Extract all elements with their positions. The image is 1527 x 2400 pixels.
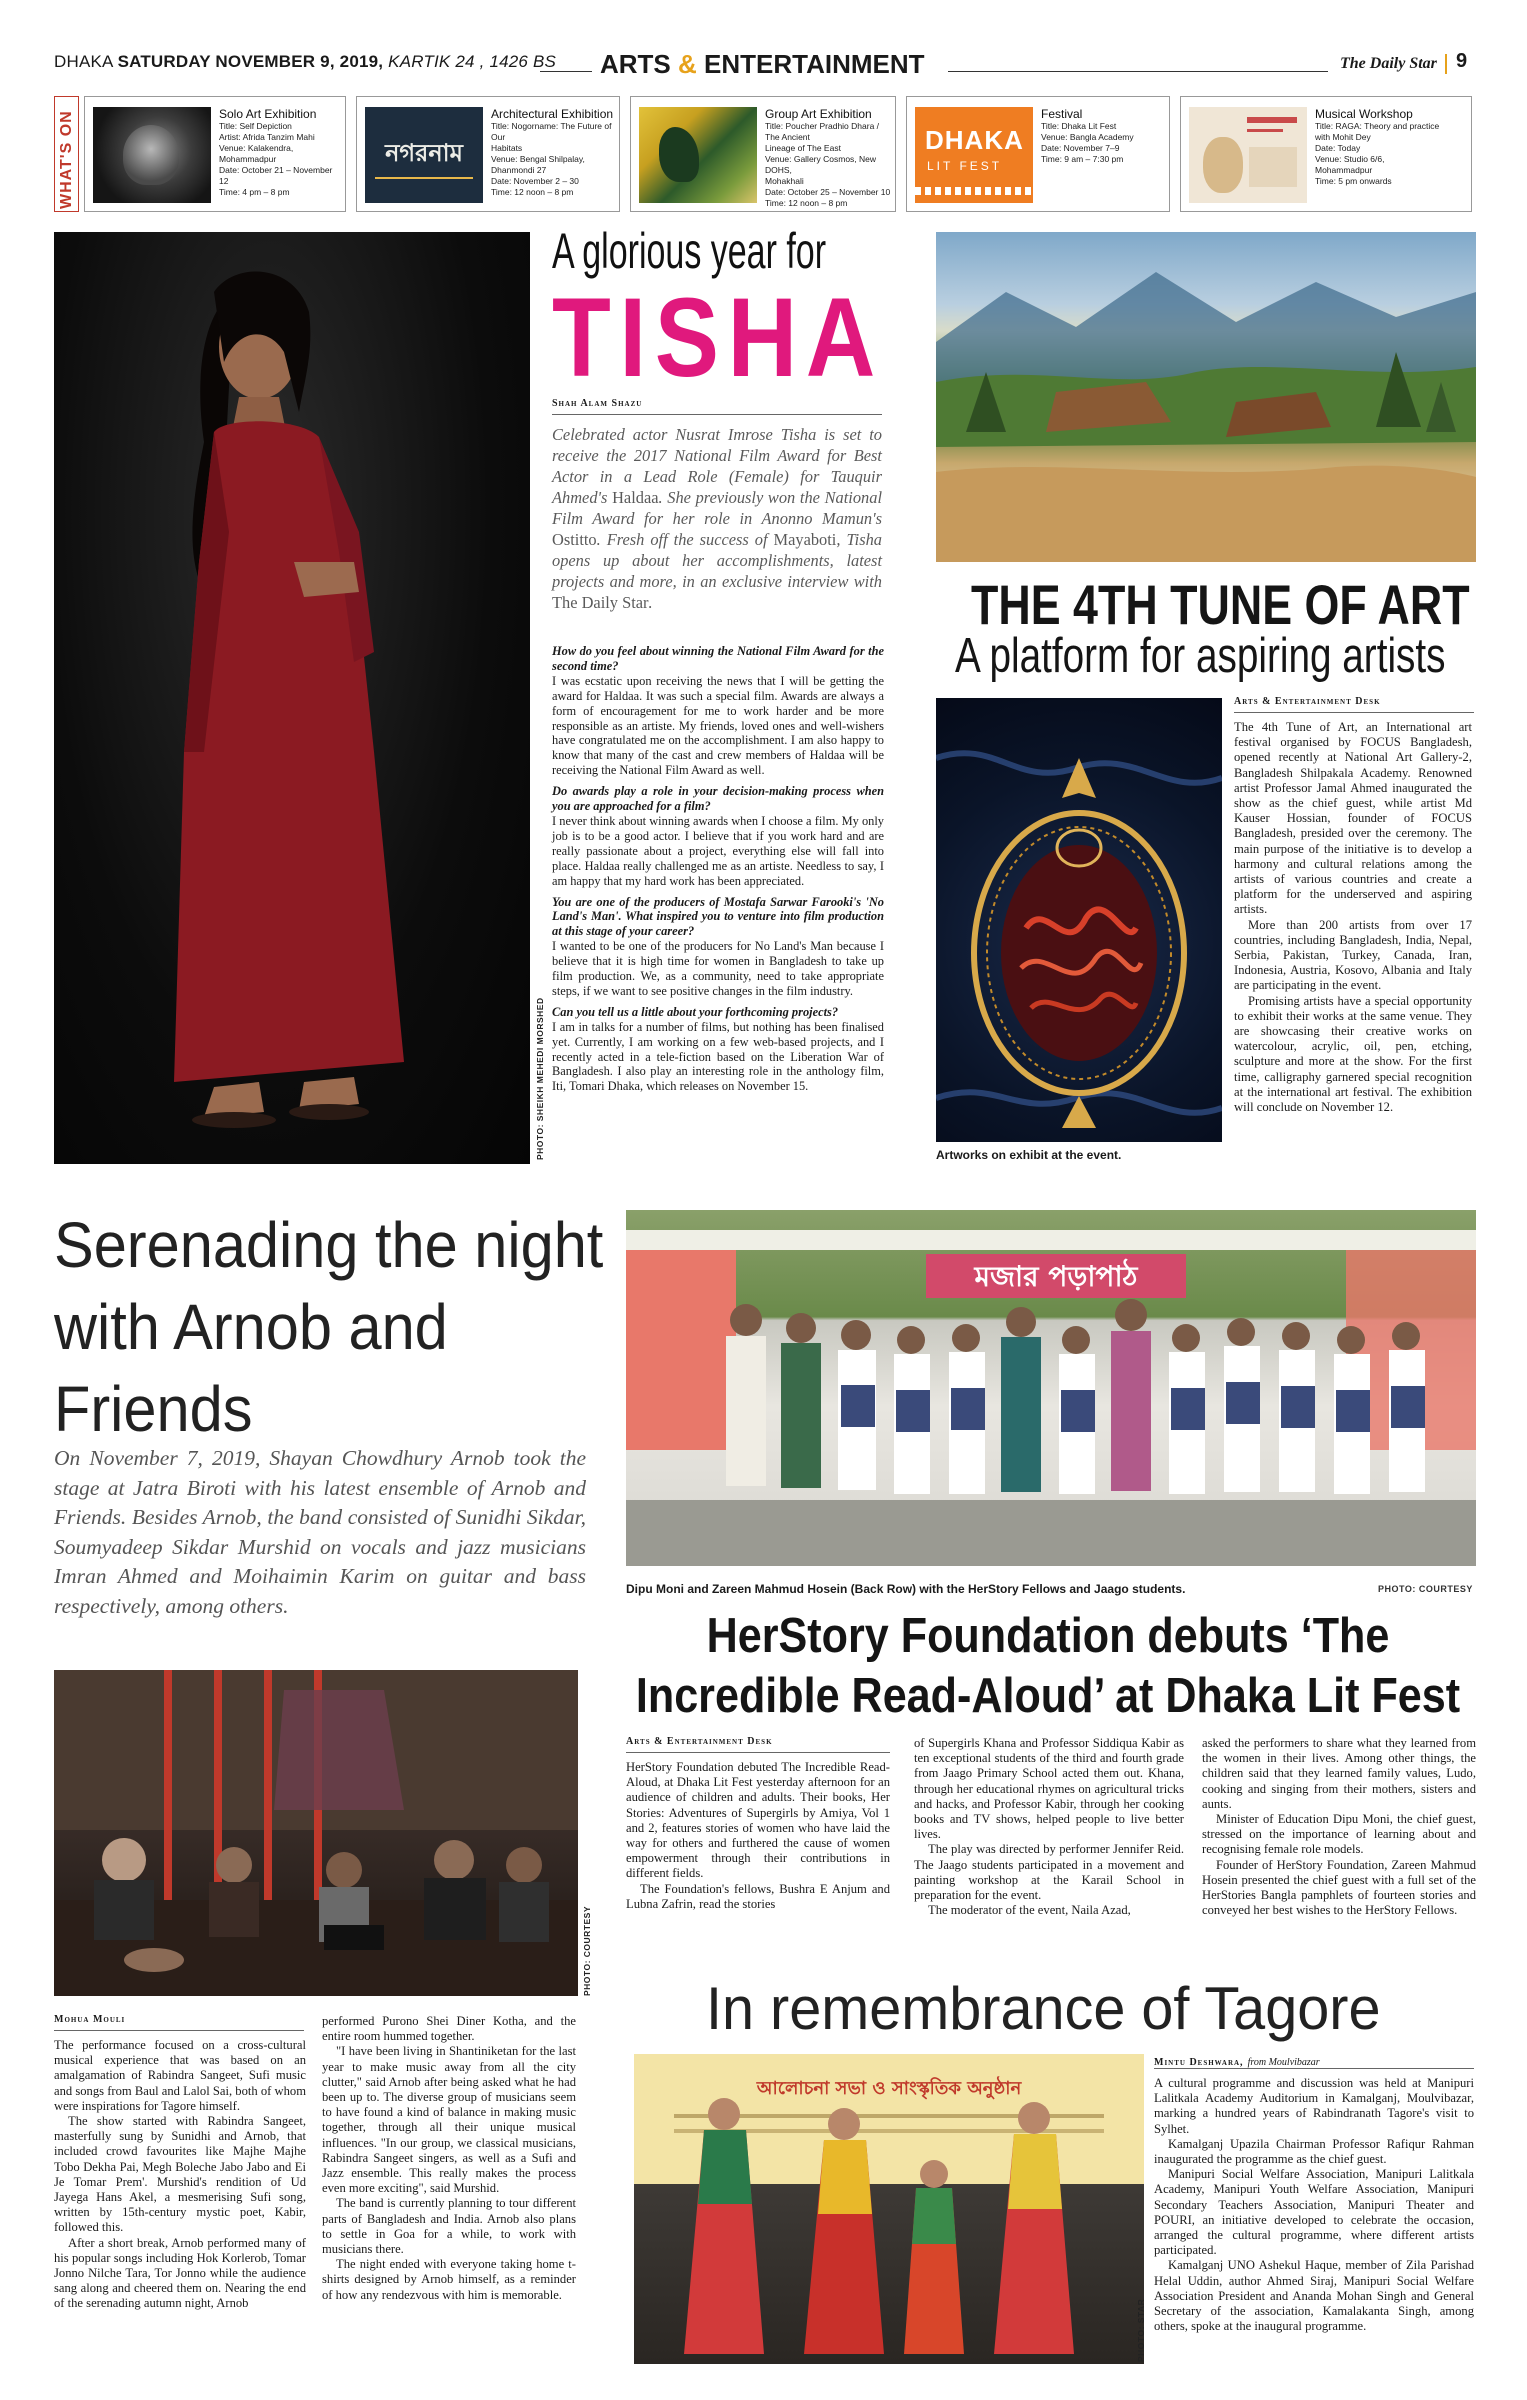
- herstory-photo: [626, 1210, 1476, 1566]
- whats-on-detail: Time: 12 noon – 8 pm: [765, 198, 848, 208]
- tune-byline: Arts & Entertainment Desk: [1234, 696, 1381, 707]
- tisha-kicker-text: A glorious year for: [552, 223, 827, 279]
- whats-on-detail: Artist: Afrida Tanzim Mahi: [219, 132, 315, 142]
- whats-on-title: Group Art Exhibition: [765, 107, 872, 121]
- section-title-amp: &: [678, 49, 697, 79]
- calligraphy-artwork-art: [936, 698, 1222, 1142]
- tune-paragraph: The 4th Tune of Art, an International art festival organised by FOCUS Bangladesh, opened recently at National Art Gallery-2, Bangladesh Shilpakala Academy. Renowned artist Professor Jamal Ahmed inaugurated the show as the chief guest, while artist Md Kauser Hossian, founder of FOCUS Bangladesh, presided over the ceremony. The main purpose of the initiative is to develop a harmony and cultural relations among the artists of various countries and create a platform for the underserved and aspiring artists.: [1234, 720, 1472, 917]
- herstory-paragraph: Minister of Education Dipu Moni, the chief guest, stressed on the importance of learning about and recognising female role models.: [1202, 1812, 1476, 1857]
- whats-on-thumb-lit-fest: [915, 107, 1033, 203]
- tagore-paragraph: Kamalganj UNO Ashekul Haque, member of Zila Parishad Helal Uddin, author Ahmed Siraj, Manipuri Social Welfare Association President and Ananda Mohan Singh and General Secretary of the association, Kamalakanta Singh, among others, spoke at the inaugural programme.: [1154, 2258, 1474, 2334]
- tisha-name: TISHA: [552, 275, 884, 400]
- herstory-col1: [626, 1760, 890, 1912]
- dateline-date: SATURDAY NOVEMBER 9, 2019,: [117, 52, 384, 71]
- masthead-logo: The Daily Star: [1340, 55, 1437, 72]
- herstory-banner-text: মজার পড়াপাঠ: [974, 1260, 1138, 1293]
- arnob-photo-credit-text: PHOTO: COURTESY: [582, 1906, 592, 1996]
- tagore-banner-text: আলোচনা সভা ও সাংস্কৃতিক অনুষ্ঠান: [756, 2078, 1022, 2099]
- tisha-intro-paper: The Daily Star: [552, 593, 649, 612]
- arnob-paragraph: The night ended with everyone taking home t-shirts designed by Arnob himself, as a reminder of how any rendezvous with him is memorable.: [322, 2257, 576, 2302]
- tune-headline: THE 4TH TUNE OF ART: [971, 573, 1470, 636]
- tagore-photo-credit: PHOTO: STAR: [1136, 2298, 1146, 2362]
- section-title: [600, 49, 925, 80]
- arnob-paragraph: The performance focused on a cross-cultural musical experience that was based on an amalgamation of Rabindra Sangeet, Sufi music and songs from Baul and Lalol Sai, both of whom were inspirations for Tagore himself.: [54, 2038, 306, 2113]
- tisha-figure: [54, 232, 530, 1164]
- tisha-intro-film: Mayaboti: [773, 530, 837, 549]
- section-title-entertainment: ENTERTAINMENT: [704, 49, 925, 79]
- tagore-photo: [634, 2054, 1144, 2364]
- whats-on-detail: Venue: Bangla Academy: [1041, 132, 1134, 142]
- section-title-arts: ARTS: [600, 49, 671, 79]
- interview-answer: I wanted to be one of the producers for No Land's Man because I believe that it is high time for women in Bangladesh to take up film production. We, as a community, need to take appropriate steps, if we want to see positive changes in the film industry.: [552, 939, 884, 998]
- whats-on-detail: Venue: Gallery Cosmos, New DOHS,: [765, 154, 877, 175]
- whats-on-detail: with Mohit Dey: [1315, 132, 1371, 142]
- tune-paragraph: Promising artists have a special opportunity to exhibit their works at the same venue. They are showcasing their creative works on watercolour, acrylic, oil, pen, etching, sculpture and more at the show. For the first time, calligraphy garnered special recognition at the international art festival. The exhibition will conclude on November 12.: [1234, 993, 1472, 1115]
- tagore-headline: In remembrance of Tagore: [706, 1975, 1381, 2042]
- whats-on-item[interactable]: [356, 96, 620, 212]
- herstory-paragraph: The play was directed by performer Jennifer Reid. The Jaago students participated in a movement and painting workshop at the Karail School in preparation for the event.: [914, 1842, 1184, 1903]
- arnob-col2: [322, 2014, 576, 2303]
- whats-on-detail: Date: October 25 – November 10: [765, 187, 891, 197]
- interview-answer: I was ecstatic upon receiving the news that I will be getting the award for Haldaa. It was such a special film. Awards are always a form of encouragement for me to work harder and be more responsible as an artiste. My friends, loved ones and well-wishers have congratulated me on the accomplishment. I am also happy to know that many of the cast and crew members of Haldaa will be receiving the National Film Award as well.: [552, 673, 884, 778]
- whats-on-thumb-text: DHAKA: [925, 125, 1024, 155]
- interview-question: How do you feel about winning the National Film Award for the second time?: [552, 644, 884, 673]
- whats-on-item[interactable]: [84, 96, 346, 212]
- herstory-paragraph: The Foundation's fellows, Bushra E Anjum and Lubna Zafrin, read the stories: [626, 1881, 890, 1911]
- tune-byline-rule: [1234, 712, 1474, 713]
- whats-on-thumb-solo-art: [93, 107, 211, 203]
- whats-on-item[interactable]: [906, 96, 1170, 212]
- whats-on-thumb-music: [1189, 107, 1307, 203]
- tisha-photo-credit: PHOTO: SHEIKH MEHEDI MORSHED: [535, 997, 545, 1160]
- whats-on-detail: Date: October 21 – November 12: [219, 165, 333, 186]
- arnob-paragraph: performed Purono Shei Diner Kotha, and the entire room hummed together.: [322, 2014, 576, 2044]
- header-rule-right: [948, 71, 1328, 72]
- herstory-paragraph: asked the performers to share what they learned from the women in their lives. Among other things, the children said that they learned family values, Ludo, cooking and singing from their mothers, sisters and aunts.: [1202, 1736, 1476, 1811]
- herstory-paragraph: HerStory Foundation debuted The Incredible Read-Aloud, at Dhaka Lit Fest yesterday afternoon for an audience of children and adults. Their books, Her Stories: Adventures of Supergirls by Amiya, Vol 1 and 2, features stories of women who have laid the way for others and furthered the cause of women empowerment through their contributions in different fields.: [626, 1760, 890, 1881]
- whats-on-detail: Mohammadpur: [219, 154, 277, 164]
- whats-on-title: Festival: [1041, 107, 1083, 121]
- whats-on-label: WHAT'S ON: [58, 110, 75, 209]
- tagore-body: [1154, 2076, 1474, 2334]
- tagore-paragraph: A cultural programme and discussion was held at Manipuri Lalitkala Academy Auditorium in Kamalganj, Moulvibazar, marking a hundred years of Rabindranath Tagore's visit to Sylhet.: [1154, 2076, 1474, 2136]
- tune-body: [1234, 720, 1472, 1115]
- tisha-byline: Shah Alam Shazu: [552, 398, 643, 409]
- whats-on-detail: Time: 4 pm – 8 pm: [219, 187, 290, 197]
- arnob-stage-art: [54, 1670, 578, 1996]
- arnob-deck: On November 7, 2019, Shayan Chowdhury Arnob took the stage at Jatra Biroti with his latest ensemble of Arnob and Friends. Besides Arnob, the band consisted of Sunidhi Sikdar, Soumyadeep Sikdar Murshid on vocals and jazz musicians Imran Ahmed and Moihaimin Karim on guitar and bass respectively, among others.: [54, 1446, 586, 1618]
- tagore-byline-from: from Moulvibazar: [1247, 2057, 1320, 2068]
- arnob-col1: [54, 2038, 306, 2312]
- tune-caption: Artworks on exhibit at the event.: [936, 1148, 1122, 1162]
- whats-on-item[interactable]: [1180, 96, 1472, 212]
- arnob-paragraph: After a short break, Arnob performed many of his popular songs including Hok Korlerob, Tomar Jonno Nilche Tara, Tor Jonno while the audience sang along and cheered them on. Nearing the end of the serenading autumn night, Arnob: [54, 2235, 306, 2311]
- tagore-byline-rule: [1154, 2068, 1474, 2069]
- tisha-intro-text: . Fresh off the success of: [596, 530, 774, 549]
- whats-on-title: Architectural Exhibition: [491, 107, 614, 121]
- interview-question: Can you tell us a little about your forthcoming projects?: [552, 1004, 839, 1019]
- whats-on-detail: Venue: Kalakendra,: [219, 143, 294, 153]
- landscape-painting-art: [936, 232, 1476, 562]
- herstory-paragraph: of Supergirls Khana and Professor Siddiqua Kabir as ten exceptional students of the third and fourth grade from Jaago Primary School acted them out. Khana, through her educational rhymes on agricultural tricks and hacks, and Professor Kabir, through her cooking books and TV shows, helped people to live better lives.: [914, 1736, 1184, 1842]
- tagore-paragraph: Manipuri Social Welfare Association, Manipuri Lalitkala Academy, Manipuri Youth Welfare Association, Manipuri Secondary Teachers Association, Manipuri Theater and POURI, an initiative developed to celebrate the occasion, arranged the cultural programme, where different artists participated.: [1154, 2167, 1474, 2258]
- whats-on-title: Musical Workshop: [1315, 107, 1413, 121]
- whats-on-detail: Date: November 7–9: [1041, 143, 1120, 153]
- herstory-headline: HerStory Foundation debuts ‘The Incredible Read-Aloud’ at Dhaka Lit Fest: [635, 1609, 1461, 1723]
- tisha-interview: [552, 644, 884, 1094]
- interview-question: You are one of the producers of Mostafa Sarwar Farooki's 'No Land's Man'. What inspired you to venture into film production at this stage of your career?: [552, 894, 884, 939]
- whats-on-detail: Mohakhali: [765, 176, 804, 186]
- whats-on-label-box: [54, 96, 79, 212]
- tagore-dancers-art: [634, 2054, 1144, 2364]
- arnob-paragraph: The show started with Rabindra Sangeet, masterfully sung by Sunidhi and Arnob, that included crowd favourites like Majhe Majhe Tobo Dekha Pai, Megh Boleche Jabo Jabo and Ei Je Tomar Prem'. Murshid's rendition of Ud Jayega Hans Akel, a mesmerising Sufi song, written by 15th-century mystic poet, Kabir, followed this.: [54, 2114, 306, 2235]
- tagore-paragraph: Kamalganj Upazila Chairman Professor Rafiqur Rahman inaugurated the programme as the chief guest.: [1154, 2136, 1474, 2167]
- interview-answer: I never think about winning awards when I choose a film. My only job is to be a good actor. I believe that if you work hard and are really passionate about a project, everything else will fall into place. Haldaa really challenged me as an artiste. Needless to say, I am happy that my hard work has been appreciated.: [552, 813, 884, 888]
- calligraphy-artwork: [936, 698, 1222, 1142]
- whats-on-detail: Date: November 2 – 30: [491, 176, 579, 186]
- dateline-city: DHAKA: [54, 52, 113, 71]
- whats-on-detail: Time: 12 noon – 8 pm: [491, 187, 574, 197]
- tisha-intro: [552, 424, 882, 613]
- whats-on-detail: Time: 9 am – 7:30 pm: [1041, 154, 1124, 164]
- whats-on-detail: Title: RAGA: Theory and practice: [1315, 121, 1440, 131]
- arnob-photo: [54, 1670, 578, 1996]
- dateline: [54, 52, 556, 72]
- arnob-byline-rule: [54, 2030, 304, 2031]
- herstory-photo-credit: PHOTO: COURTESY: [1378, 1584, 1473, 1594]
- herstory-photo-art: [626, 1210, 1476, 1566]
- header-rule-left: [540, 71, 592, 72]
- herstory-caption: Dipu Moni and Zareen Mahmud Hosein (Back Row) with the HerStory Fellows and Jaago students.: [626, 1582, 1186, 1596]
- whats-on-title: Solo Art Exhibition: [219, 107, 317, 121]
- arnob-headline: Serenading the night with Arnob and Friends: [54, 1209, 604, 1445]
- whats-on-detail: Venue: Studio 6/6,: [1315, 154, 1385, 164]
- interview-question: Do awards play a role in your decision-making process when you are approached for a film?: [552, 784, 884, 814]
- whats-on-thumb-group-art: [639, 107, 757, 203]
- whats-on-detail: Habitats: [491, 143, 523, 153]
- whats-on-thumb-subtext: LIT FEST: [927, 159, 1003, 173]
- tisha-intro-text: .: [648, 593, 653, 612]
- tisha-intro-film: Ostitto: [552, 530, 597, 549]
- herstory-col2: [914, 1736, 1184, 1918]
- herstory-byline-rule: [626, 1752, 890, 1753]
- tagore-byline-name: Mintu Deshwara,: [1154, 2057, 1244, 2068]
- whats-on-detail: Date: Today: [1315, 143, 1361, 153]
- arnob-photo-credit-side: [582, 1906, 592, 1996]
- whats-on-thumb-text: নগরনাম: [385, 139, 463, 167]
- whats-on-detail: Mohammadpur: [1315, 165, 1373, 175]
- whats-on-detail: Title: Dhaka Lit Fest: [1041, 121, 1117, 131]
- dateline-bangla: KARTIK 24 , 1426 BS: [388, 52, 557, 71]
- herstory-byline: Arts & Entertainment Desk: [626, 1736, 773, 1747]
- whats-on-detail: Title: Nogorname: The Future of Our: [491, 121, 612, 142]
- arnob-paragraph: "I have been living in Shantiniketan for the last year to make music away from all the city clutter," said Arnob after being asked what he had been up to. The diverse group of musicians seem to have found a kind of balance in making music together, through all their unique musical influences. "In our group, we classical musicians, Rabindra Sangeet singers, as well as a Sufi and Jazz ensemble. This really makes the process even more exciting", said Murshid.: [322, 2044, 576, 2196]
- tisha-intro-film: Haldaa: [612, 488, 659, 507]
- tisha-intro-text: , Tisha opens up about her accomplishments, latest projects and more, in an exclusive interview with: [552, 530, 882, 591]
- whats-on-detail: Title: Self Depiction: [219, 121, 292, 131]
- interview-answer: I am in talks for a number of films, but nothing has been finalised yet. Currently, I am working on a few web-based projects, and I recently acted in a tele-fiction based on the Liberation War of Bangladesh. I also play an interesting role in the anthology film, Iti, Tomari Dhaka, which releases on November 15.: [552, 1019, 884, 1094]
- tisha-intro-text: . She previously won the National Film Award for her role in Anonno Mamun's: [552, 488, 882, 528]
- whats-on-detail: Time: 5 pm onwards: [1315, 176, 1392, 186]
- arnob-paragraph: The band is currently planning to tour different parts of Bangladesh and India. Arnob also plans to settle in Goa for a while, to work with musicians there.: [322, 2196, 576, 2257]
- whats-on-detail: Lineage of The East: [765, 143, 841, 153]
- whats-on-detail: Venue: Bengal Shilpalay, Dhanmondi 27: [491, 154, 585, 175]
- whats-on-detail: Title: Poucher Pradhio Dhara / The Ancient: [765, 121, 880, 142]
- tisha-kicker: [552, 222, 912, 282]
- herstory-paragraph: The moderator of the event, Naila Azad,: [928, 1903, 1131, 1918]
- header-divider: [1445, 54, 1447, 74]
- tune-subhead: A platform for aspiring artists: [955, 629, 1446, 683]
- whats-on-item[interactable]: [630, 96, 896, 212]
- arnob-byline: Mohua Mouli: [54, 2014, 126, 2025]
- page-number: 9: [1456, 50, 1468, 72]
- landscape-painting: [936, 232, 1476, 562]
- tune-paragraph: More than 200 artists from over 17 countries, including Bangladesh, India, Nepal, Serbia, Pakistan, Turkey, Canada, Iran, Indonesia, Austria, Kosovo, Albania and Italy are participating in the event.: [1234, 917, 1472, 993]
- tisha-intro-text: Celebrated actor Nusrat Imrose Tisha is set to receive the 2017 National Film Award for Best Actor in a Lead Role (Female) for Tauquir Ahmed's: [552, 425, 882, 507]
- tisha-photo: [54, 232, 545, 1164]
- tisha-byline-rule: [552, 414, 882, 415]
- herstory-col3: [1202, 1736, 1476, 1918]
- whats-on-thumb-architecture: [365, 107, 483, 203]
- herstory-paragraph: Founder of HerStory Foundation, Zareen Mahmud Hosein presented the chief guest with a full set of the HerStories Bangla pamphlets of fourteen stories and conveyed her best wishes to the HerStory Fellows.: [1202, 1857, 1476, 1918]
